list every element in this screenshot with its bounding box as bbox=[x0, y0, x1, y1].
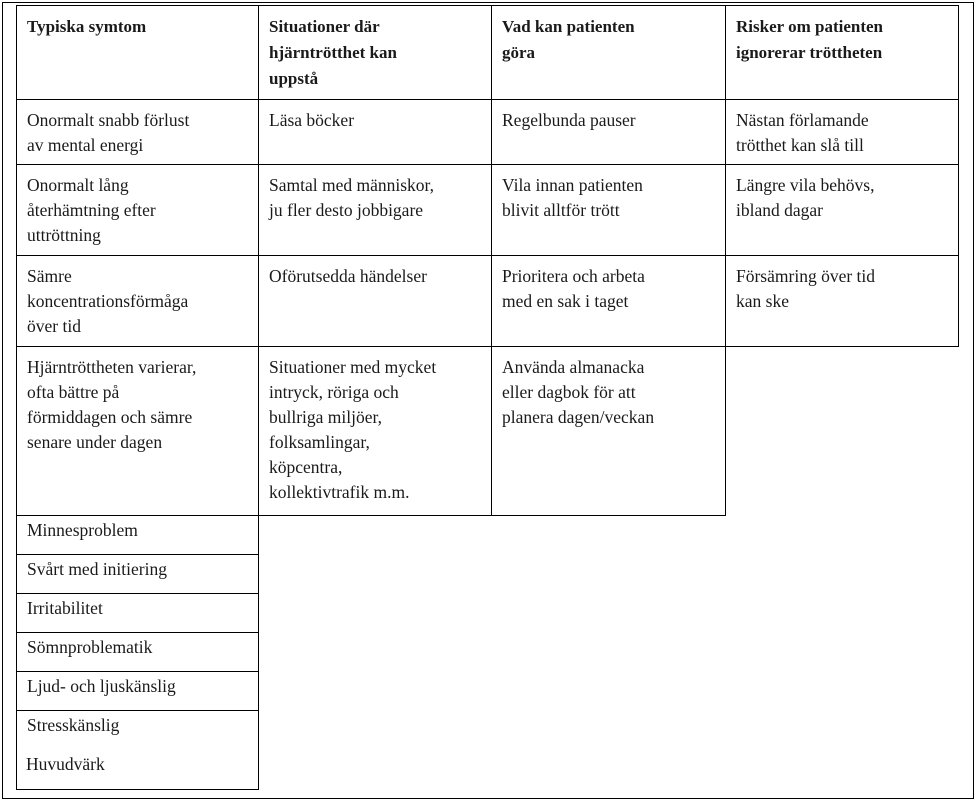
cell-text: Sämre koncentrationsförmåga över tid bbox=[27, 266, 189, 336]
cell-text: Onormalt lång återhämtning efter uttröttning bbox=[27, 175, 156, 245]
cell-text: Oförutsedda händelser bbox=[269, 266, 427, 286]
table-cell bbox=[258, 164, 492, 256]
cell-text: Onormalt snabb förlust av mental energi bbox=[27, 110, 190, 155]
symptom-cell bbox=[16, 554, 259, 594]
cell-text: Längre vila behövs, ibland dagar bbox=[736, 175, 875, 220]
cell-text: Stresskänslig bbox=[27, 715, 120, 735]
table-cell bbox=[258, 255, 492, 347]
table-cell bbox=[258, 99, 492, 165]
table-cell bbox=[491, 255, 726, 347]
symptom-cell bbox=[16, 632, 259, 672]
header-label: Situationer där hjärntrötthet kan uppstå bbox=[269, 17, 397, 88]
table-cell bbox=[16, 99, 259, 165]
cell-text: Försämring över tid kan ske bbox=[736, 266, 876, 311]
cell-text: Använda almanacka eller dagbok för att planera dagen/veckan bbox=[502, 357, 655, 427]
cell-text: Prioritera och arbeta med en sak i taget bbox=[502, 266, 645, 311]
header-cell-symptoms bbox=[16, 5, 259, 100]
table-cell bbox=[491, 346, 726, 516]
table-cell bbox=[16, 164, 259, 256]
symptom-cell bbox=[16, 515, 259, 555]
table-cell bbox=[491, 164, 726, 256]
cell-text: Regelbunda pauser bbox=[502, 110, 636, 130]
cell-text: Ljud- och ljuskänslig bbox=[27, 676, 176, 696]
header-cell-risks bbox=[725, 5, 959, 100]
cell-text: Hjärntröttheten varierar, ofta bättre på förmiddagen och sämre senare under dagen bbox=[27, 357, 197, 452]
cell-text: Situationer med mycket intryck, röriga och bullriga miljöer, folksamlingar, köpcentra, kollektivtrafik m.m. bbox=[269, 357, 437, 502]
header-label: Risker om patienten ignorerar tröttheten bbox=[736, 17, 884, 62]
header-cell-situations bbox=[258, 5, 492, 100]
table-cell bbox=[258, 346, 492, 516]
cell-text: Samtal med människor, ju fler desto jobbigare bbox=[269, 175, 435, 220]
table-cell bbox=[491, 99, 726, 165]
table-cell bbox=[725, 99, 959, 165]
cell-text: Nästan förlamande trötthet kan slå till bbox=[736, 110, 869, 155]
symptom-cell bbox=[16, 593, 259, 633]
table-cell bbox=[725, 164, 959, 256]
symptom-cell bbox=[16, 671, 259, 711]
cell-text: Läsa böcker bbox=[269, 110, 355, 130]
table-cell bbox=[16, 346, 259, 516]
symptom-cell bbox=[16, 710, 259, 790]
cell-text: Irritabilitet bbox=[27, 598, 103, 618]
cell-text: Vila innan patienten blivit alltför trött bbox=[502, 175, 643, 220]
symptom-text-headache: Huvudvärk bbox=[26, 754, 105, 774]
table-cell bbox=[725, 255, 959, 347]
table-cell bbox=[16, 255, 259, 347]
header-label: Typiska symtom bbox=[27, 17, 147, 36]
cell-text: Svårt med initiering bbox=[27, 559, 167, 579]
header-label: Vad kan patienten göra bbox=[502, 17, 635, 62]
header-cell-actions bbox=[491, 5, 726, 100]
cell-text: Sömnproblematik bbox=[27, 637, 153, 657]
cell-text: Minnesproblem bbox=[27, 520, 138, 540]
